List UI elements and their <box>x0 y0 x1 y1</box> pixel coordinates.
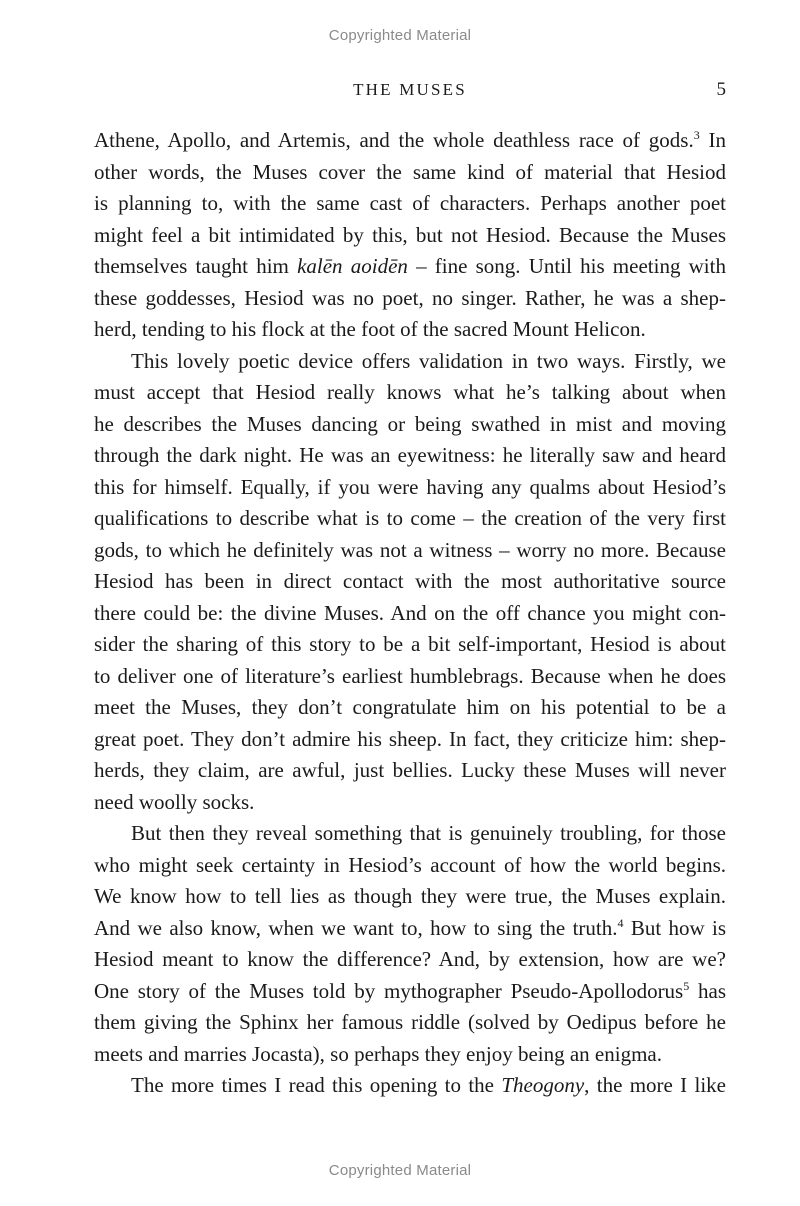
text-line: herd, tending to his flock at the foot of the sacred Mount Helicon. <box>94 317 646 341</box>
text-line: other words, the Muses cover the same kind of material that Hesiod <box>94 159 726 184</box>
paragraph-first-line: This lovely poetic device offers validation in two ways. Firstly, we <box>131 348 726 373</box>
footnote-ref-3[interactable]: 3 <box>693 128 700 142</box>
text-line: through the dark night. He was an eyewitness: he literally saw and heard <box>94 443 726 467</box>
running-title: THE MUSES <box>353 80 467 99</box>
italic-term: kalēn aoidēn <box>297 254 408 278</box>
text-line: gods, to which he definitely was not a witness – worry no more. Because <box>94 537 726 562</box>
copyright-watermark-bottom: Copyrighted Material <box>328 1162 472 1179</box>
text-line: great poet. They don’t admire his sheep. In fact, they criticize him: shep- <box>94 726 726 751</box>
text-line: these goddesses, Hesiod was no poet, no singer. Rather, he was a shep- <box>94 285 726 310</box>
text-line: herds, they claim, are awful, just bellies. Lucky these Muses will never <box>94 758 726 782</box>
text-line: who might seek certainty in Hesiod’s account of how the world begins. <box>94 852 726 877</box>
paragraph-first-line: But then they reveal something that is genuinely troubling, for those <box>131 821 726 845</box>
text-line: Hesiod has been in direct contact with the most authoritative source <box>94 569 726 593</box>
italic-title: Theogony <box>501 1073 585 1097</box>
text-line: Hesiod meant to know the difference? And, by extension, how are we? <box>94 947 726 971</box>
footnote-ref-5[interactable]: 5 <box>683 978 690 993</box>
running-head <box>94 77 726 103</box>
text-line: to deliver one of literature’s earliest humblebrags. Because when he does <box>94 663 726 688</box>
text-line: need woolly socks. <box>94 789 255 814</box>
text-line: there could be: the divine Muses. And on the off chance you might con- <box>94 600 726 625</box>
text-line: qualifications to describe what is to come – the creation of the very first <box>94 506 726 530</box>
text-line: is planning to, with the same cast of characters. Perhaps another poet <box>94 191 726 215</box>
text-line: We know how to tell lies as though they were true, the Muses explain. <box>94 884 726 908</box>
text-line: them giving the Sphinx her famous riddle (solved by Oedipus before he <box>94 1010 726 1034</box>
text-line: must accept that Hesiod really knows what he’s talking about when <box>94 380 726 404</box>
text-line: he describes the Muses dancing or being swathed in mist and moving <box>94 411 726 436</box>
footnote-ref-4[interactable]: 4 <box>617 915 624 930</box>
text-line: meet the Muses, they don’t congratulate him on his potential to be a <box>94 695 726 719</box>
copyright-watermark-top: Copyrighted Material <box>328 27 472 44</box>
text-line: sider the sharing of this story to be a bit self-important, Hesiod is about <box>94 632 726 656</box>
text-line: might feel a bit intimidated by this, but not Hesiod. Because the Muses <box>94 222 726 247</box>
text-line: themselves taught him kalēn aoidēn – fine song. Until his meeting with <box>94 254 726 278</box>
paragraph-first-line: The more times I read this opening to the Theogony, the more I like <box>131 1073 726 1097</box>
page-number: 5 <box>716 79 726 100</box>
text-line: One story of the Muses told by mythographer Pseudo-Apollodorus$^5$ has <box>94 978 726 1003</box>
text-line: And we also know, when we want to, how to sing the truth.$^4$ But how is <box>94 915 726 940</box>
text-line: Athene, Apollo, and Artemis, and the whole deathless race of gods.$^3$ In <box>94 128 726 152</box>
text-line: this for himself. Equally, if you were having any qualms about Hesiod’s <box>94 474 726 499</box>
text-line: meets and marries Jocasta), so perhaps they enjoy being an enigma. <box>94 1041 662 1066</box>
body-text <box>94 125 726 1102</box>
